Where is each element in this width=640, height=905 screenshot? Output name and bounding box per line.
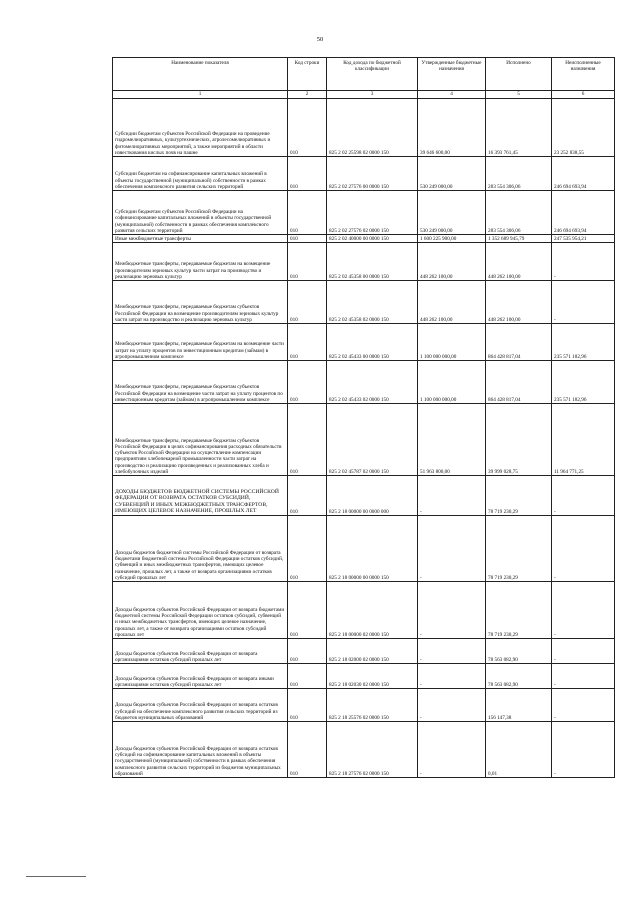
cell-executed: 1 352 689 945,79	[486, 235, 552, 243]
cell-approved: 448 262 100,00	[418, 281, 486, 324]
table-row	[113, 516, 615, 582]
cell-income-code: 825 2 18 00000 00 0000 150	[327, 516, 418, 582]
cell-approved: -	[418, 582, 486, 639]
cell-unexecuted: -	[552, 722, 615, 778]
column-number-row	[113, 91, 615, 99]
cell-executed: 864 428 817,04	[486, 361, 552, 404]
cell-indicator-name: Доходы бюджетов субъектов Российской Федерации от возврата остатков субсидий на обеспечение комплексного развития сельских территорий из бюджетов муниципальных образований	[113, 689, 288, 722]
cell-indicator-name: Субсидии бюджетам на софинансирование капитальных вложений в объекты государственной (муниципальной) собственности в рамках обеспечения комплексного развития сельских территорий	[113, 157, 288, 191]
table-row	[113, 361, 615, 404]
table-header-row	[113, 58, 615, 91]
cell-line-code: 010	[288, 689, 327, 722]
cell-indicator-name: Межбюджетные трансферты, передаваемые бюджетам на возмещение части затрат на уплату процентов по инвестиционным кредитам (займам) в агропромышленном комплексе	[113, 324, 288, 361]
table-row	[113, 722, 615, 778]
header-indicator-name: Наименование показателя	[113, 58, 288, 91]
table-row	[113, 243, 615, 281]
cell-executed: 448 262 100,00	[486, 281, 552, 324]
column-number: 4	[418, 91, 486, 99]
cell-indicator-name: Иные межбюджетные трансферты	[113, 235, 288, 243]
column-number: 5	[486, 91, 552, 99]
cell-income-code: 825 2 02 27576 02 0000 150	[327, 191, 418, 235]
cell-income-code: 825 2 02 45358 02 0000 150	[327, 281, 418, 324]
table-row	[113, 324, 615, 361]
cell-line-code: 010	[288, 722, 327, 778]
cell-executed: 78 719 230,29	[486, 516, 552, 582]
cell-executed: 39 999 028,75	[486, 404, 552, 476]
column-number: 1	[113, 91, 288, 99]
cell-indicator-name: Доходы бюджетов субъектов Российской Федерации от возврата иными организациями остатков субсидий прошлых лет	[113, 664, 288, 689]
cell-unexecuted: 246 694 693,94	[552, 191, 615, 235]
table-row	[113, 157, 615, 191]
cell-executed: 156 147,38	[486, 689, 552, 722]
cell-income-code: 825 2 02 45433 00 0000 150	[327, 324, 418, 361]
cell-unexecuted: -	[552, 582, 615, 639]
cell-income-code: 825 2 18 00000 02 0000 150	[327, 582, 418, 639]
cell-approved: -	[418, 664, 486, 689]
cell-indicator-name: Доходы бюджетов субъектов Российской Федерации от возврата бюджетами бюджетной системы Российской Федерации остатков субсидий, субвенций и иных межбюджетных трансфертов, имеющих целевое назначение, прошлых лет, а также от возврата организациями остатков субсидий прошлых лет	[113, 582, 288, 639]
cell-income-code: 825 2 18 25576 02 0000 150	[327, 689, 418, 722]
cell-indicator-name: Доходы бюджетов субъектов Российской Федерации от возврата организациями остатков субсидий прошлых лет	[113, 639, 288, 664]
cell-line-code: 010	[288, 516, 327, 582]
cell-income-code: 825 2 02 25598 02 0000 150	[327, 99, 418, 157]
cell-unexecuted: 23 252 838,55	[552, 99, 615, 157]
cell-income-code: 825 2 02 45358 00 0000 150	[327, 243, 418, 281]
header-executed: Исполнено	[486, 58, 552, 91]
cell-line-code: 010	[288, 361, 327, 404]
cell-indicator-name: Доходы бюджетов бюджетной системы Российской Федерации от возврата бюджетами бюджетной системы Российской Федерации остатков субсидий, субвенций и иных межбюджетных трансфертов, имеющих целевое назначение, прошлых лет, а также от возврата организациями остатков субсидий прошлых лет	[113, 516, 288, 582]
cell-approved: -	[418, 639, 486, 664]
table-row	[113, 281, 615, 324]
cell-unexecuted: 247 535 954,21	[552, 235, 615, 243]
cell-line-code: 010	[288, 639, 327, 664]
cell-approved: 39 646 600,00	[418, 99, 486, 157]
header-approved: Утвержденные бюджетные назначения	[418, 58, 486, 91]
cell-executed: 283 554 306,06	[486, 157, 552, 191]
table-row	[113, 689, 615, 722]
table-body	[113, 99, 615, 778]
cell-income-code: 825 2 18 02000 02 0000 150	[327, 639, 418, 664]
column-number: 3	[327, 91, 418, 99]
table-row	[113, 476, 615, 516]
cell-executed: 78 563 082,90	[486, 664, 552, 689]
table-row	[113, 404, 615, 476]
cell-unexecuted: -	[552, 243, 615, 281]
table-row	[113, 639, 615, 664]
table-row	[113, 582, 615, 639]
table-row	[113, 664, 615, 689]
cell-unexecuted: 235 571 182,96	[552, 361, 615, 404]
cell-executed: 78 563 082,90	[486, 639, 552, 664]
cell-executed: 78 719 230,29	[486, 476, 552, 516]
cell-indicator-name: Субсидии бюджетам субъектов Российской Федерации на проведение гидромелиоративных, культуртехнических, агролесомелиоративных и фитомелиоративных мероприятий, а также мероприятий в области известкования кислых почв на пашне	[113, 99, 288, 157]
cell-executed: 283 554 306,06	[486, 191, 552, 235]
cell-approved: 1 600 225 900,00	[418, 235, 486, 243]
cell-unexecuted: -	[552, 689, 615, 722]
cell-approved: -	[418, 689, 486, 722]
cell-executed: 864 428 817,04	[486, 324, 552, 361]
cell-executed: 448 262 100,00	[486, 243, 552, 281]
cell-approved: 530 249 000,00	[418, 157, 486, 191]
cell-line-code: 010	[288, 476, 327, 516]
cell-income-code: 825 2 02 45787 02 0000 150	[327, 404, 418, 476]
table-row	[113, 99, 615, 157]
column-number: 2	[288, 91, 327, 99]
cell-unexecuted: 11 964 771,25	[552, 404, 615, 476]
cell-indicator-name: Межбюджетные трансферты, передаваемые бюджетам субъектов Российской Федерации в целях софинансирования расходных обязательств субъектов Российской Федерации на осуществление компенсации предприятиям хлебопекарной промышленности части затрат на производство и реализацию произведенных и реализованных хлеба и хлебобулочных изделий	[113, 404, 288, 476]
cell-approved: -	[418, 722, 486, 778]
cell-income-code: 825 2 18 27576 02 0000 150	[327, 722, 418, 778]
cell-approved: -	[418, 476, 486, 516]
revenue-report-table	[112, 57, 615, 778]
cell-indicator-name: Межбюджетные трансферты, передаваемые бюджетам на возмещение производителям зерновых культур части затрат на производство и реализацию зерновых культур	[113, 243, 288, 281]
footer-divider	[26, 876, 86, 877]
cell-approved: 448 262 100,00	[418, 243, 486, 281]
cell-unexecuted: -	[552, 639, 615, 664]
cell-unexecuted: 246 694 693,94	[552, 157, 615, 191]
column-number: 6	[552, 91, 615, 99]
cell-income-code: 825 2 18 02030 02 0000 150	[327, 664, 418, 689]
cell-line-code: 010	[288, 664, 327, 689]
header-income-code: Код дохода по бюджетной классификации	[327, 58, 418, 91]
cell-indicator-name: Межбюджетные трансферты, передаваемые бюджетам субъектов Российской Федерации на возмещение производителям зерновых культур части затрат на производство и реализацию зерновых культур	[113, 281, 288, 324]
cell-line-code: 010	[288, 99, 327, 157]
cell-approved: 1 100 000 000,00	[418, 361, 486, 404]
cell-indicator-name: Межбюджетные трансферты, передаваемые бюджетам субъектов Российской Федерации на возмещение части затрат на уплату процентов по инвестиционным кредитам (займам) в агропромышленном комплексе	[113, 361, 288, 404]
cell-line-code: 010	[288, 243, 327, 281]
cell-unexecuted: 235 571 182,96	[552, 324, 615, 361]
cell-unexecuted: -	[552, 476, 615, 516]
cell-line-code: 010	[288, 404, 327, 476]
page-number: 50	[316, 36, 324, 43]
cell-indicator-name: Субсидии бюджетам субъектов Российской Федерации на софинансирование капитальных вложений в объекты государственной (муниципальной) собственности в рамках обеспечения комплексного развития сельских территорий	[113, 191, 288, 235]
cell-line-code: 010	[288, 582, 327, 639]
cell-indicator-name: Доходы бюджетов субъектов Российской Федерации от возврата остатков субсидий на софинансирование капитальных вложений в объекты государственной (муниципальной) собственности в рамках обеспечения комплексного развития сельских территорий из бюджетов муниципальных образований	[113, 722, 288, 778]
cell-unexecuted: -	[552, 281, 615, 324]
cell-executed: 16 393 761,45	[486, 99, 552, 157]
cell-income-code: 825 2 02 45433 02 0000 150	[327, 361, 418, 404]
cell-income-code: 825 2 02 40000 00 0000 150	[327, 235, 418, 243]
cell-income-code: 825 2 18 00000 00 0000 000	[327, 476, 418, 516]
cell-approved: -	[418, 516, 486, 582]
cell-executed: 0,01	[486, 722, 552, 778]
cell-executed: 78 719 230,29	[486, 582, 552, 639]
header-unexecuted: Неисполненные назначения	[552, 58, 615, 91]
table-row	[113, 235, 615, 243]
cell-line-code: 010	[288, 235, 327, 243]
cell-unexecuted: -	[552, 516, 615, 582]
cell-line-code: 010	[288, 281, 327, 324]
header-line-code: Код строки	[288, 58, 327, 91]
cell-indicator-name: ДОХОДЫ БЮДЖЕТОВ БЮДЖЕТНОЙ СИСТЕМЫ РОССИЙСКОЙ ФЕДЕРАЦИИ ОТ ВОЗВРАТА ОСТАТКОВ СУБСИДИЙ, СУБВЕНЦИЙ И ИНЫХ МЕЖБЮДЖЕТНЫХ ТРАНСФЕРТОВ, ИМЕЮЩИХ ЦЕЛЕВОЕ НАЗНАЧЕНИЕ, ПРОШЛЫХ ЛЕТ	[113, 476, 288, 516]
cell-unexecuted: -	[552, 664, 615, 689]
cell-line-code: 010	[288, 324, 327, 361]
cell-approved: 51 963 800,00	[418, 404, 486, 476]
cell-approved: 530 249 000,00	[418, 191, 486, 235]
cell-line-code: 010	[288, 191, 327, 235]
cell-income-code: 825 2 02 27576 00 0000 150	[327, 157, 418, 191]
table-row	[113, 191, 615, 235]
cell-approved: 1 100 000 000,00	[418, 324, 486, 361]
cell-line-code: 010	[288, 157, 327, 191]
